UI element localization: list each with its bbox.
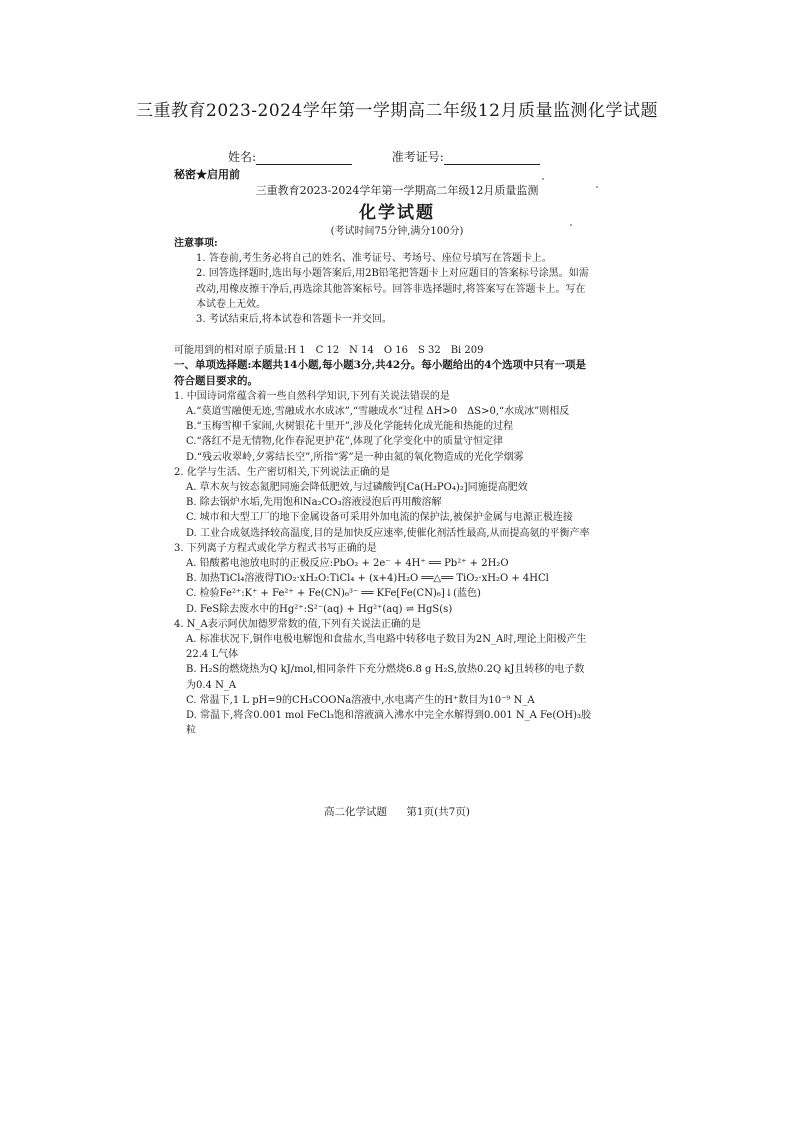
secret-label: 秘密★启用前 — [174, 168, 240, 181]
question-option: D.“残云收翠岭,夕雾结长空”,所指“雾”是一种由氮的氧化物造成的光化学烟雾 — [186, 451, 524, 463]
candidate-info-row — [228, 148, 540, 165]
atomic-mass-line: 可能用到的相对原子质量:H 1 C 12 N 14 O 16 S 32 Bi 209 — [174, 345, 484, 357]
question-option: B.“玉梅雪柳千家闹,火树银花十里开”,涉及化学能转化成光能和热能的过程 — [186, 421, 514, 433]
question-option: A.“莫道雪融便无迹,雪融成水水成冰”,“雪融成水”过程 ΔH>0 ΔS>0,“水成冰”则相反 — [186, 406, 570, 418]
exam-content — [174, 236, 594, 739]
question-option: C. 城市和大型工厂的地下金属设备可采用外加电流的保护法,被保护金属与电源正极连接 — [186, 512, 573, 524]
scan-speck — [542, 178, 544, 180]
question-option: A. 草木灰与铵态氮肥同施会降低肥效,与过磷酸钙[Ca(H₂PO₄)₂]同施提高肥效 — [186, 482, 528, 494]
question-option: B. H₂S的燃烧热为Q kJ/mol,相同条件下充分燃烧6.8 g H₂S,放热0.2Q kJ且转移的电子数为0.4 N_A — [186, 664, 585, 691]
question-option: B. 加热TiCl₄溶液得TiO₂·xH₂O:TiCl₄ + (x+4)H₂O ══△══ TiO₂·xH₂O + 4HCl — [186, 573, 549, 585]
scan-speck — [570, 224, 572, 226]
section-heading: 一、单项选择题:本题共14小题,每小题3分,共42分。每小题给出的4个选项中只有一项是符合题目要求的。 — [174, 359, 587, 387]
question-option: A. 标准状况下,铜作电极电解饱和食盐水,当电路中转移电子数目为2N_A时,理论上阳极产生22.4 L气体 — [186, 634, 587, 661]
notice-title: 注意事项: — [174, 238, 218, 249]
notice-item: 2. 回答选择题时,选出每小题答案后,用2B铅笔把答题卡上对应题目的答案标号涂黑。如需改动,用橡皮擦干净后,再选涂其他答案标号。回答非选择题时,将答案写在答题卡上。写在本试卷上无效。 — [196, 268, 589, 310]
scan-speck — [596, 186, 598, 188]
footer-subject: 高二化学试题 — [324, 806, 388, 818]
question-option: D. 常温下,将含0.001 mol FeCl₃饱和溶液滴入沸水中完全水解得到0.001 N_A Fe(OH)₃胶粒 — [186, 710, 592, 737]
question-stem: 2. 化学与生活、生产密切相关,下列说法正确的是 — [174, 466, 390, 478]
exam-id-label: 准考证号: — [391, 150, 444, 164]
notice-item: 3. 考试结束后,将本试卷和答题卡一并交回。 — [196, 314, 392, 326]
exam-header: 三重教育2023-2024学年第一学期高二年级12月质量监测 — [255, 184, 539, 197]
question-option: C. 检验Fe²⁺:K⁺ + Fe²⁺ + Fe(CN)₆³⁻ ══ KFe[Fe(CN)₆]↓(蓝色) — [186, 588, 481, 600]
name-label: 姓名: — [228, 150, 257, 164]
exam-id-blank-line — [444, 152, 540, 165]
page-footer — [0, 804, 794, 819]
question-option: B. 除去锅炉水垢,先用饱和Na₂CO₃溶液浸泡后再用酸溶解 — [186, 497, 442, 509]
question-stem: 3. 下列离子方程式或化学方程式书写正确的是 — [174, 542, 377, 554]
page-title: 三重教育2023-2024学年第一学期高二年级12月质量监测化学试题 — [136, 101, 658, 121]
notice-item: 1. 答卷前,考生务必将自己的姓名、准考证号、考场号、座位号填写在答题卡上。 — [196, 253, 552, 265]
question-option: C.“落红不是无情物,化作春泥更护花”,体现了化学变化中的质量守恒定律 — [186, 436, 504, 448]
question-stem: 4. N_A表示阿伏加德罗常数的值,下列有关说法正确的是 — [174, 618, 421, 630]
question-option: D. 工业合成氨选择较高温度,目的是加快反应速率,使催化剂活性最高,从而提高氨的平衡产率 — [186, 527, 590, 539]
exam-time: (考试时间75分钟,满分100分) — [330, 226, 464, 237]
question-option: C. 常温下,1 L pH=9的CH₃COONa溶液中,水电离产生的H⁺数目为10⁻⁹ N_A — [186, 694, 535, 706]
name-blank-line — [256, 152, 352, 165]
footer-page-number: 第1页(共7页) — [406, 806, 470, 818]
question-option: D. FeS除去废水中的Hg²⁺:S²⁻(aq) + Hg²⁺(aq) ⇌ HgS(s) — [186, 603, 453, 615]
subject-title: 化学试题 — [359, 203, 435, 223]
question-stem: 1. 中国诗词常蕴含着一些自然科学知识,下列有关说法错误的是 — [174, 390, 450, 402]
question-option: A. 铅酸蓄电池放电时的正极反应:PbO₂ + 2e⁻ + 4H⁺ ══ Pb²⁺ + 2H₂O — [186, 558, 509, 570]
